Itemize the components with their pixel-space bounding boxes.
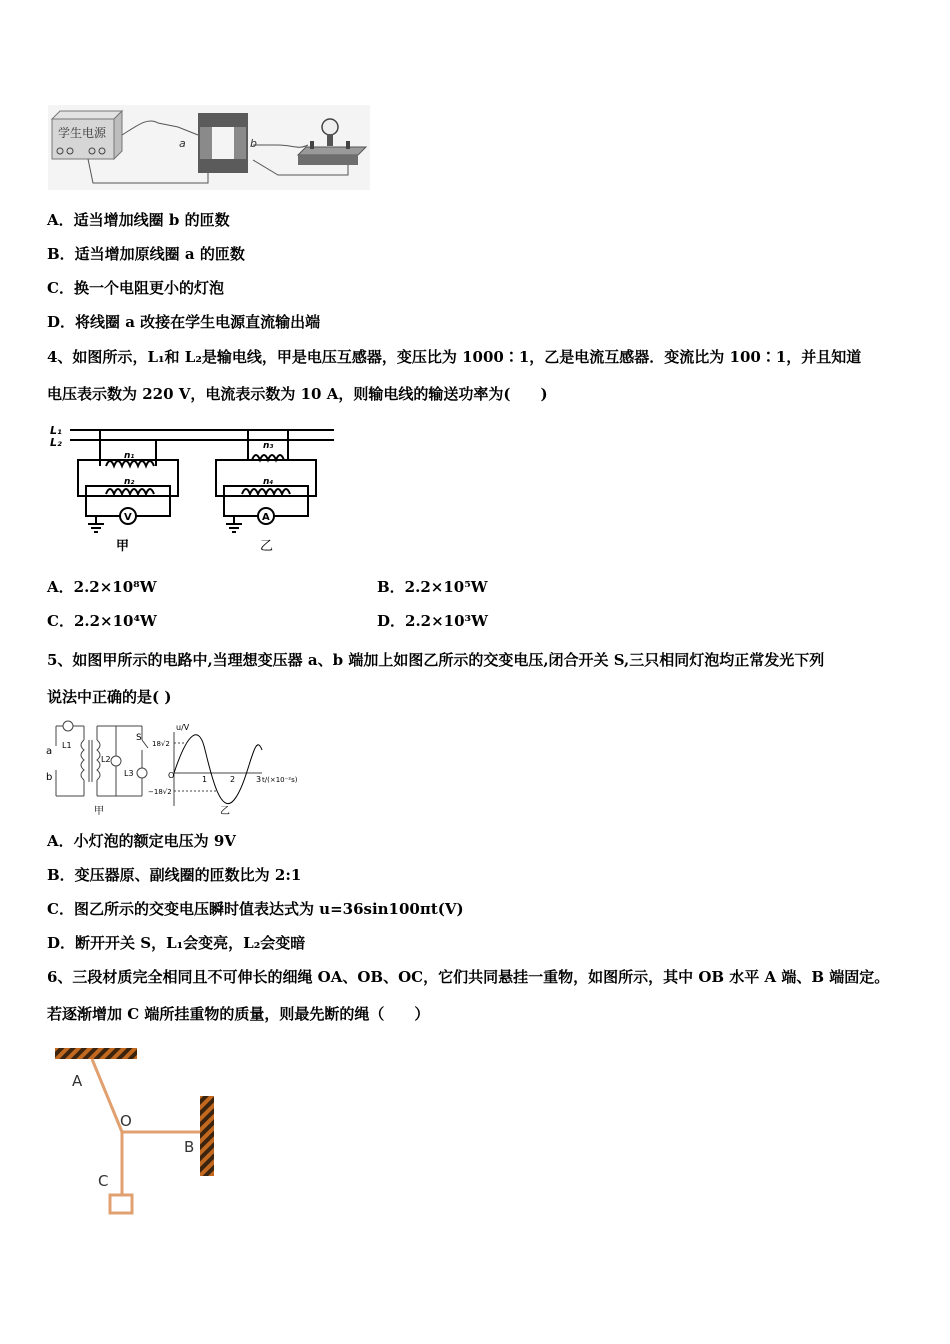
power-label: 学生电源 — [58, 126, 107, 140]
n4-label: n₄ — [263, 477, 274, 487]
coil-a-label: a — [179, 137, 186, 150]
q3-option-b[interactable]: B．适当增加原线圈 a 的匝数 — [47, 245, 245, 263]
l1-label: L₁ — [50, 424, 62, 437]
coil-b-label: b — [250, 137, 257, 150]
q3-option-a[interactable]: A．适当增加线圈 b 的匝数 — [47, 211, 230, 229]
q6-stem-line2: 若逐渐增加 C 端所挂重物的质量，则最先断的绳（ ） — [47, 1005, 430, 1023]
ammeter-icon: A — [262, 512, 270, 523]
q4-stem-line2: 电压表示数为 220 V，电流表示数为 10 A，则输电线的输送功率为( ) — [47, 385, 548, 403]
q5-option-d[interactable]: D．断开开关 S，L₁会变亮，L₂会变暗 — [47, 934, 306, 952]
tick-2: 2 — [230, 775, 236, 784]
point-c-label: C — [98, 1172, 109, 1190]
n2-label: n₂ — [124, 477, 135, 487]
q4-option-b[interactable]: B．2.2×10⁵W — [377, 578, 488, 596]
yi-label: 乙 — [220, 806, 230, 817]
q6-stem-line1: 6、三段材质完全相同且不可伸长的细绳 OA、OB、OC，它们共同悬挂一重物，如图所示，其中 OB 水平 A 端、B 端固定。 — [47, 968, 890, 986]
q5-stem-line1: 5、如图甲所示的电路中,当理想变压器 a、b 端加上如图乙所示的交变电压,闭合开关 S,三只相同灯泡均正常发光下列 — [47, 651, 825, 669]
rope-hanging-figure — [50, 1040, 230, 1220]
point-o-label: O — [120, 1112, 132, 1130]
n1-label: n₁ — [124, 451, 135, 461]
point-a-label: A — [72, 1072, 83, 1090]
l3-lamp-label: L3 — [124, 769, 134, 778]
origin-label: O — [168, 771, 175, 780]
jia-label: 甲 — [116, 539, 130, 554]
q4-stem-line1: 4、如图所示，L₁和 L₂是输电线，甲是电压互感器，变压比为 1000∶1，乙是电流互感器．变流比为 100∶1，并且知道 — [47, 348, 862, 366]
circuit-and-waveform-figure — [44, 718, 306, 818]
ymin-label: −18√2 — [148, 788, 172, 796]
ymax-label: 18√2 — [152, 740, 170, 748]
q4-option-a[interactable]: A．2.2×10⁸W — [47, 578, 157, 596]
tick-3: 3 — [256, 775, 262, 784]
instrument-transformer-figure — [48, 414, 338, 554]
q4-option-d[interactable]: D．2.2×10³W — [377, 612, 488, 630]
voltmeter-icon: V — [124, 512, 132, 523]
n3-label: n₃ — [263, 441, 274, 451]
wall-support — [200, 1096, 214, 1176]
l1-lamp-label: L1 — [62, 741, 72, 750]
ceiling-support — [55, 1048, 137, 1059]
transformer-setup-figure — [48, 105, 370, 190]
terminal-a: a — [46, 746, 53, 757]
yi-label: 乙 — [260, 539, 274, 554]
q3-option-d[interactable]: D．将线圈 a 改接在学生电源直流输出端 — [47, 313, 321, 331]
q3-option-c[interactable]: C．换一个电阻更小的灯泡 — [47, 279, 224, 297]
l2-lamp-label: L2 — [101, 755, 111, 764]
power-supply-box — [52, 111, 122, 159]
q5-option-a[interactable]: A．小灯泡的额定电压为 9V — [47, 832, 236, 850]
transformer-core — [198, 113, 248, 173]
weight-block — [110, 1195, 132, 1213]
q4-option-c[interactable]: C．2.2×10⁴W — [47, 612, 157, 630]
q5-option-b[interactable]: B．变压器原、副线圈的匝数比为 2:1 — [47, 866, 302, 884]
t-axis-label: t/(×10⁻²s) — [262, 776, 298, 784]
q5-stem-line2: 说法中正确的是( ) — [47, 688, 172, 706]
u-axis-label: u/V — [176, 723, 190, 732]
point-b-label: B — [184, 1138, 195, 1156]
l2-label: L₂ — [50, 436, 62, 449]
terminal-b: b — [46, 772, 53, 783]
q5-option-c[interactable]: C．图乙所示的交变电压瞬时值表达式为 u=36sin100πt(V) — [47, 900, 464, 918]
tick-1: 1 — [202, 775, 208, 784]
jia-label: 甲 — [94, 806, 104, 817]
switch-s-label: S — [136, 733, 142, 743]
